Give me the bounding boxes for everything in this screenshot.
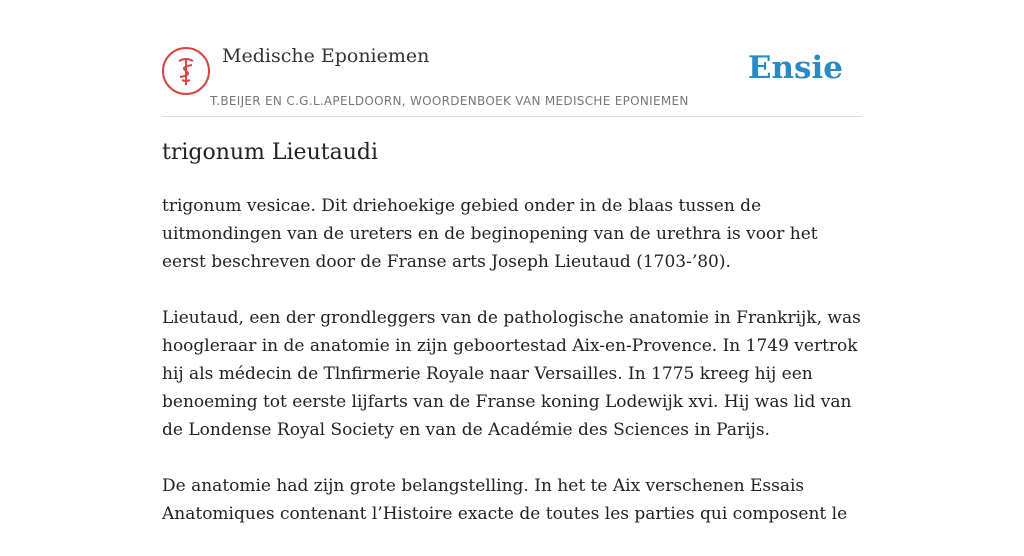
brand-logo[interactable]: Ensie — [747, 50, 843, 86]
page — [162, 0, 862, 524]
caduceus-icon — [164, 49, 208, 93]
entry-paragraph: trigonum vesicae. Dit driehoekige gebied onder in de blaas tussen de uitmondingen van de ureters en de beginopening van de urethra is voor het eerst beschreven door de Franse arts Joseph Lieutaud (1703-’80). — [162, 196, 818, 272]
entry-content — [162, 192, 862, 556]
site-logo[interactable] — [162, 47, 210, 95]
site-subtitle: T.BEIJER EN C.G.L.APELDOORN, WOORDENBOEK VAN MEDISCHE EPONIEMEN — [210, 94, 689, 108]
entry-paragraph: Lieutaud, een der grondleggers van de pathologische anatomie in Frankrijk, was hoogleraar in de anatomie in zijn geboortestad Aix-en-Provence. In 1749 vertrok hij als médecin de Tlnfirmerie Royale naar Versailles. In 1775 kreeg hij een benoeming tot eerste lijfarts van de Franse koning Lodewijk xvi. Hij was lid van de Londense Royal Society en van de Académie des Sciences in Parijs. — [162, 308, 861, 440]
entry-paragraph: De anatomie had zijn grote belangstelling. In het te Aix verschenen Essais Anatomiques contenant l’Histoire exacte de toutes les parties qui composent le — [162, 476, 848, 524]
site-title[interactable]: Medische Eponiemen — [222, 45, 430, 67]
entry-title: trigonum Lieutaudi — [162, 140, 378, 165]
site-header — [162, 0, 862, 117]
